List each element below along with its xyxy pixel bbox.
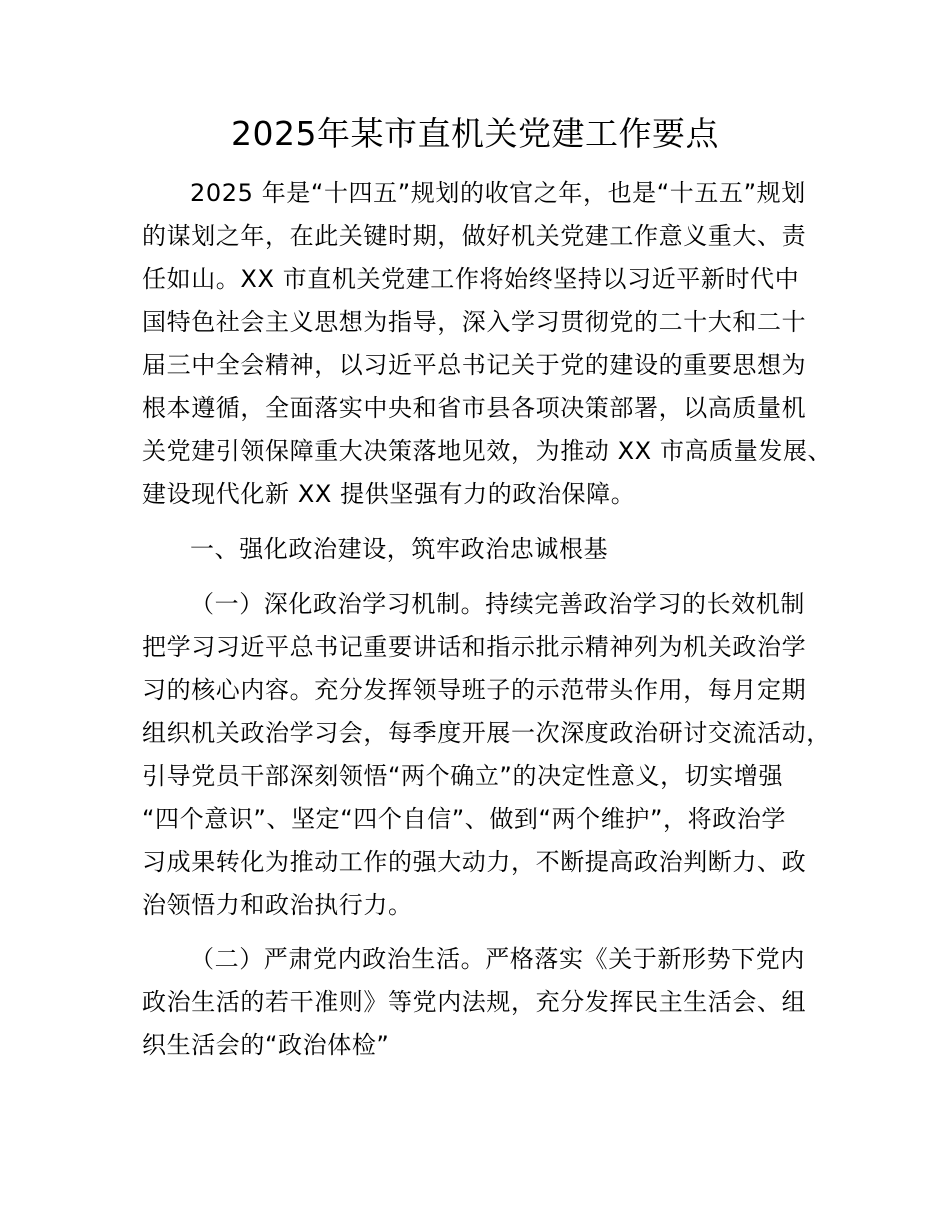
paragraph-2-line-3: 习的核心内容。充分发挥领导班子的示范带头作用，每月定期 (142, 676, 807, 704)
paragraph-2-line-7: 习成果转化为推动工作的强大动力，不断提高政治判断力、政 (142, 848, 807, 876)
paragraph-3-line-3: 织生活会的“政治体检” (142, 1031, 390, 1059)
paragraph-2-line-6: “四个意识”、坚定“四个自信”、做到“两个维护”，将政治学 (142, 805, 786, 833)
paragraph-1-line-4: 国特色社会主义思想为指导，深入学习贯彻党的二十大和二十 (142, 308, 807, 336)
paragraph-1-line-5: 届三中全会精神，以习近平总书记关于党的建设的重要思想为 (142, 351, 807, 379)
paragraph-1-line-2: 的谋划之年，在此关键时期，做好机关党建工作意义重大、责 (142, 222, 807, 250)
paragraph-2-line-4: 组织机关政治学习会，每季度开展一次深度政治研讨交流活动， (142, 719, 831, 747)
paragraph-2-line-8: 治领悟力和政治执行力。 (142, 891, 413, 919)
document-title: 2025年某市直机关党建工作要点 (231, 114, 719, 153)
section-heading-1: 一、强化政治建设，筑牢政治忠诚根基 (190, 535, 609, 563)
paragraph-1-line-7: 关党建引领保障重大决策落地见效，为推动 XX 市高质量发展、 (142, 437, 833, 465)
paragraph-1-line-3: 任如山。XX 市直机关党建工作将始终坚持以习近平新时代中 (142, 265, 800, 293)
paragraph-2-line-5: 引导党员干部深刻领悟“两个确立”的决定性意义，切实增强 (142, 762, 784, 790)
paragraph-1-line-1: 2025 年是“十四五”规划的收官之年，也是“十五五”规划 (190, 179, 806, 207)
paragraph-1-line-8: 建设现代化新 XX 提供坚强有力的政治保障。 (142, 480, 636, 508)
paragraph-2-line-2: 把学习习近平总书记重要讲话和指示批示精神列为机关政治学 (142, 633, 807, 661)
paragraph-2-line-1: （一）深化政治学习机制。持续完善政治学习的长效机制 (190, 590, 805, 618)
paragraph-3-line-1: （二）严肃党内政治生活。严格落实《关于新形势下党内 (190, 945, 805, 973)
paragraph-3-line-2: 政治生活的若干准则》等党内法规，充分发挥民主生活会、组 (142, 988, 807, 1016)
paragraph-1-line-6: 根本遵循，全面落实中央和省市县各项决策部署，以高质量机 (142, 394, 807, 422)
